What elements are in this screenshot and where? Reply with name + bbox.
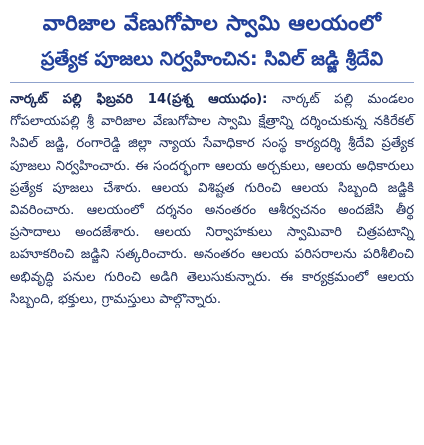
article-body (10, 89, 414, 311)
headline-line-2: ప్రత్యేక పూజలు నిర్వహించిన: సివిల్ జడ్జి శ్రీదేవి (40, 48, 384, 70)
headline-line-1: వారిజాల వేణుగోపాల స్వామి ఆలయంలో (42, 11, 382, 35)
dateline: నార్కట్ పల్లి ఫిబ్రవరి 14(ప్రశ్న ఆయుధం): (10, 92, 268, 107)
article-body-text: నార్కట్ పల్లి మండలం గోపలాయపల్లి శ్రీ వారిజాల వేణుగోపాల స్వామి క్షేత్రాన్ని దర్శించుకున్న నకిరేకల్ సివిల్ జడ్జి, రంగారెడ్డి జిల్లా న్యాయ సేవాధికార సంస్థ కార్యదర్శి శ్రీదేవి ప్రత్యేక పూజలు నిర్వహించారు. ఈ సందర్భంగా ఆలయ అర్చకులు, ఆలయ అధికారులు ప్రత్యేక పూజలు చేశారు. ఆలయ విశిష్టత గురించి ఆలయ సిబ్బంది జడ్జికి వివరించారు. ఆలయంలో దర్శనం అనంతరం ఆశీర్వచనం అందజేసి తీర్థ ప్రసాదాలు అందజేశారు. ఆలయ నిర్వాహకులు స్వామివారి చిత్రపటాన్ని బహూకరించి జడ్జిని సత్కరించారు. అనంతరం ఆలయ పరిసరాలను పరిశీలించి అభివృద్ధి పనుల గురించి అడిగి తెలుసుకున్నారు. ఈ కార్యక్రమంలో ఆలయ సిబ్బంది, భక్తులు, గ్రామస్తులు పాల్గొన్నారు. (10, 92, 414, 307)
divider (10, 82, 414, 83)
